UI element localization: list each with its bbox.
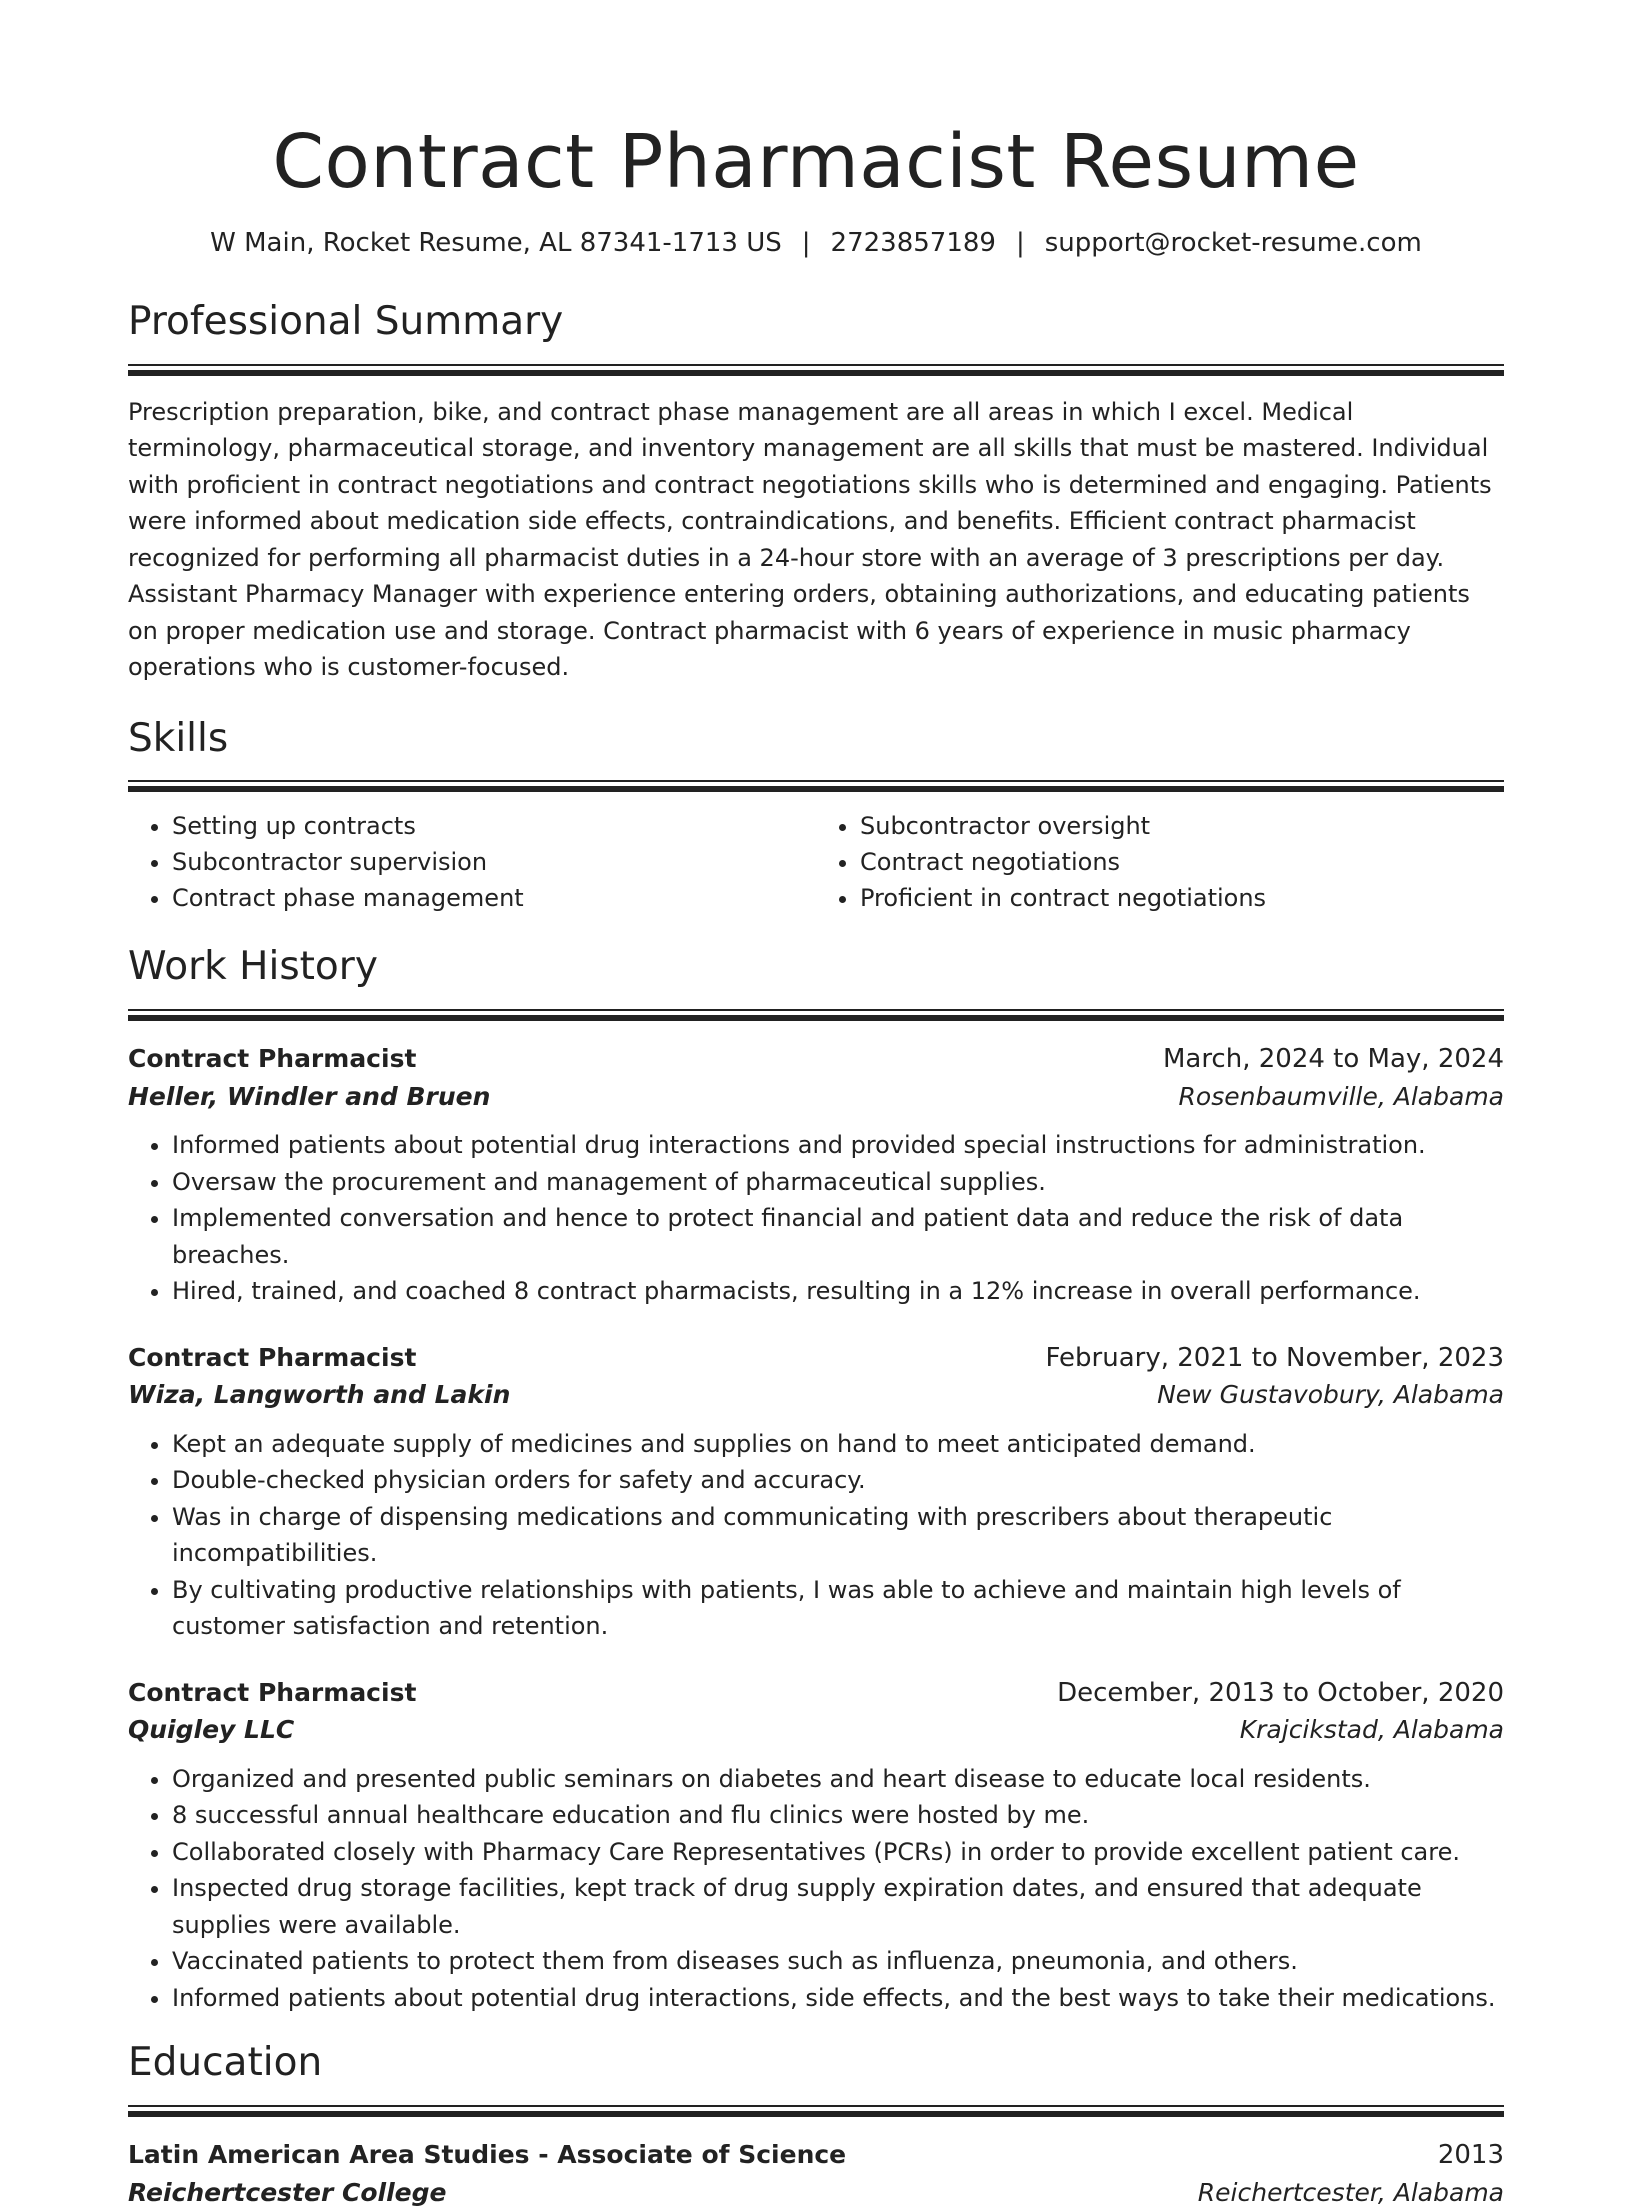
section-divider	[128, 780, 1504, 790]
contact-email: support@rocket-resume.com	[1044, 228, 1422, 259]
job-bullet: • Informed patients about potential drug interactions, side effects, and the best ways to take their medications.	[172, 1980, 1504, 2017]
education-entry	[128, 2137, 1504, 2211]
job-bullets	[128, 1127, 1504, 1310]
summary-section	[128, 299, 1504, 686]
skill-item: • Subcontractor oversight	[860, 808, 1504, 844]
contact-address: W Main, Rocket Resume, AL 87341-1713 US	[210, 228, 782, 259]
job-location: New Gustavobury, Alabama	[1157, 1380, 1504, 1410]
job-company: Quigley LLC	[128, 1715, 295, 1745]
education-subheader	[128, 2175, 1504, 2211]
job-bullet: • Oversaw the procurement and management of pharmaceutical supplies.	[172, 1164, 1504, 1201]
job-header	[128, 1041, 1504, 1079]
job-title: Contract Pharmacist	[128, 1044, 417, 1074]
job-header	[128, 1675, 1504, 1713]
summary-text: Prescription preparation, bike, and contract phase management are all areas in which I excel. Medical terminology, pharmaceutical storage, and inventory management are all skills that must be mastered. Individual with proficient in contract negotiations and contract negotiations skills who is determined and engaging. Patients were informed about medication side effects, contraindications, and benefits. Efficient contract pharmacist recognized for performing all pharmacist duties in a 24-hour store with an average of 3 prescriptions per day. Assistant Pharmacy Manager with experience entering orders, obtaining authorizations, and educating patients on proper medication use and storage. Contract pharmacist with 6 years of experience in music pharmacy operations who is customer-focused.	[128, 397, 1492, 682]
education-section	[128, 2040, 1504, 2211]
skills-heading: Skills	[128, 715, 229, 761]
job-subheader	[128, 1712, 1504, 1748]
skill-item: • Contract phase management	[172, 880, 816, 916]
education-degree: Latin American Area Studies - Associate of Science	[128, 2139, 847, 2169]
job-bullet: • Collaborated closely with Pharmacy Care Representatives (PCRs) in order to provide excellent patient care.	[172, 1834, 1504, 1871]
job-company: Heller, Windler and Bruen	[128, 1081, 491, 1111]
contact-separator: |	[801, 228, 811, 259]
job-bullet: • Hired, trained, and coached 8 contract pharmacists, resulting in a 12% increase in overall performance.	[172, 1273, 1504, 1310]
job-dates: March, 2024 to May, 2024	[1162, 1044, 1504, 1075]
work-history-section	[128, 944, 1504, 2016]
skill-item: • Proficient in contract negotiations	[860, 880, 1504, 916]
section-divider	[128, 2105, 1504, 2115]
job-entry	[128, 1041, 1504, 1309]
job-bullets	[128, 1761, 1504, 2017]
job-bullet: • Informed patients about potential drug interactions and provided special instructions for administration.	[172, 1127, 1504, 1164]
job-dates: February, 2021 to November, 2023	[1045, 1342, 1504, 1373]
job-subheader	[128, 1377, 1504, 1413]
contact-line	[128, 227, 1504, 261]
education-school: Reichertcester College	[128, 2177, 447, 2207]
skills-column-left	[128, 808, 816, 916]
job-bullet: • 8 successful annual healthcare education and flu clinics were hosted by me.	[172, 1797, 1504, 1834]
skill-item: • Contract negotiations	[860, 844, 1504, 880]
job-location: Rosenbaumville, Alabama	[1178, 1081, 1504, 1111]
skills-section	[128, 716, 1504, 917]
education-header	[128, 2137, 1504, 2175]
job-bullet: • Inspected drug storage facilities, kept track of drug supply expiration dates, and ensured that adequate supplies were available.	[172, 1870, 1504, 1943]
section-divider	[128, 364, 1504, 374]
job-bullet: • Vaccinated patients to protect them from diseases such as influenza, pneumonia, and others.	[172, 1943, 1504, 1980]
job-company: Wiza, Langworth and Lakin	[128, 1380, 511, 1410]
job-title: Contract Pharmacist	[128, 1342, 417, 1372]
education-heading: Education	[128, 2040, 323, 2086]
job-location: Krajcikstad, Alabama	[1239, 1715, 1504, 1745]
job-bullet: • Kept an adequate supply of medicines and supplies on hand to meet anticipated demand.	[172, 1426, 1504, 1463]
job-title: Contract Pharmacist	[128, 1677, 417, 1707]
section-divider	[128, 1009, 1504, 1019]
skill-item: • Setting up contracts	[172, 808, 816, 844]
job-header	[128, 1340, 1504, 1378]
work-history-heading: Work History	[128, 944, 378, 990]
contact-separator: |	[1015, 228, 1025, 259]
job-entry	[128, 1340, 1504, 1645]
education-location: Reichertcester, Alabama	[1197, 2177, 1504, 2207]
job-bullet: • Was in charge of dispensing medications and communicating with prescribers about therapeutic incompatibilities.	[172, 1499, 1504, 1572]
job-bullet: • Implemented conversation and hence to protect financial and patient data and reduce the risk of data breaches.	[172, 1200, 1504, 1273]
job-bullets	[128, 1426, 1504, 1645]
skills-column-right	[816, 808, 1504, 916]
job-bullet: • Double-checked physician orders for safety and accuracy.	[172, 1462, 1504, 1499]
job-dates: December, 2013 to October, 2020	[1057, 1677, 1504, 1708]
skills-list	[128, 808, 1504, 916]
skill-item: • Subcontractor supervision	[172, 844, 816, 880]
job-bullet: • Organized and presented public seminars on diabetes and heart disease to educate local residents.	[172, 1761, 1504, 1798]
job-bullet: • By cultivating productive relationships with patients, I was able to achieve and maintain high levels of customer satisfaction and retention.	[172, 1572, 1504, 1645]
resume-title: Contract Pharmacist Resume	[272, 119, 1360, 205]
job-subheader	[128, 1079, 1504, 1115]
summary-heading: Professional Summary	[128, 298, 564, 344]
contact-phone: 2723857189	[830, 228, 996, 259]
education-year: 2013	[1437, 2139, 1504, 2170]
job-entry	[128, 1675, 1504, 2016]
